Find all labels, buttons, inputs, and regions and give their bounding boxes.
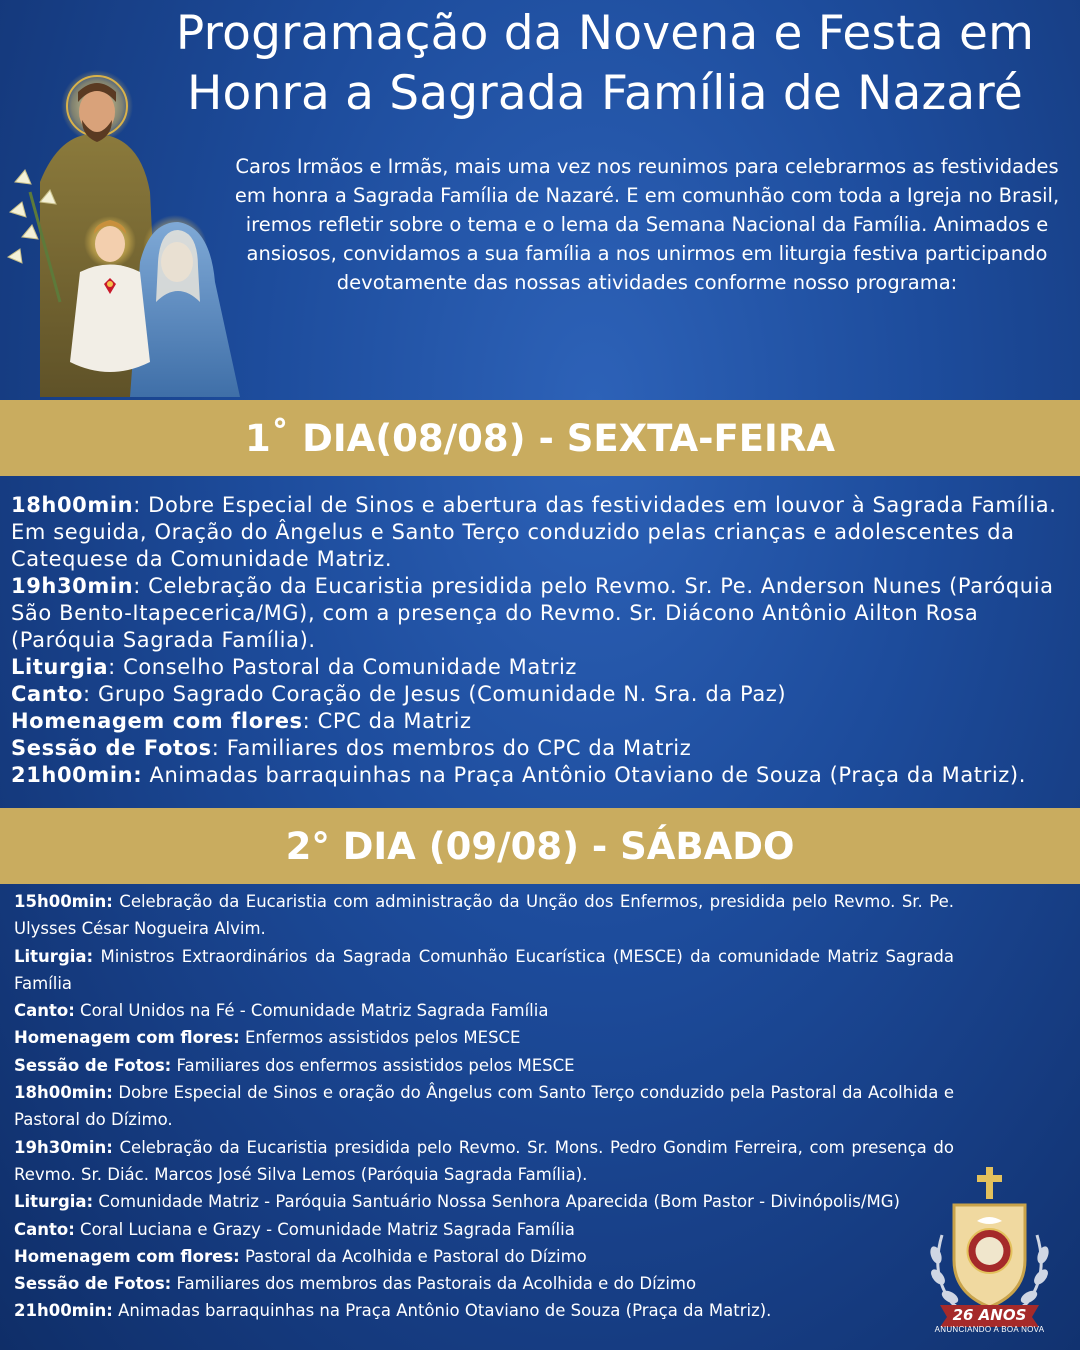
day2-heading-band bbox=[0, 808, 1080, 884]
schedule-item bbox=[11, 681, 1076, 708]
schedule-item-label: 21h00min: bbox=[11, 763, 143, 787]
schedule-item-text: Comunidade Matriz - Paróquia Santuário Nossa Senhora Aparecida (Bom Pastor - Divinópolis/MG) bbox=[93, 1192, 900, 1212]
schedule-item bbox=[11, 708, 1076, 735]
schedule-item bbox=[14, 1216, 954, 1243]
day2-schedule bbox=[14, 888, 954, 1325]
title-line-2: Honra a Sagrada Família de Nazaré bbox=[186, 66, 1023, 121]
schedule-item-text: Animadas barraquinhas na Praça Antônio Otaviano de Souza (Praça da Matriz). bbox=[142, 763, 1026, 787]
schedule-item-text: Familiares dos membros das Pastorais da Acolhida e do Dízimo bbox=[171, 1274, 697, 1294]
day1-heading-band bbox=[0, 400, 1080, 476]
title-line-1: Programação da Novena e Festa em bbox=[175, 6, 1035, 61]
schedule-item bbox=[14, 1024, 954, 1051]
day2-heading: 2° DIA (09/08) - SÁBADO bbox=[285, 824, 795, 868]
schedule-item-text: Pastoral da Acolhida e Pastoral do Dízimo bbox=[239, 1246, 587, 1266]
schedule-item-label: Sessão de Fotos: bbox=[14, 1274, 172, 1294]
schedule-item-label: 21h00min: bbox=[14, 1301, 113, 1321]
schedule-item-label: Canto: bbox=[14, 1001, 75, 1021]
schedule-item bbox=[14, 997, 954, 1024]
schedule-item-label: Homenagem com flores: bbox=[14, 1028, 240, 1048]
schedule-item-label: Sessão de Fotos bbox=[11, 736, 212, 760]
schedule-item-text: Dobre Especial de Sinos e oração do Ângelus com Santo Terço conduzido pela Pastoral da Acolhida e Pastoral do Dízimo. bbox=[14, 1083, 954, 1130]
schedule-item-text: : CPC da Matriz bbox=[302, 709, 472, 733]
schedule-item-label: Canto bbox=[11, 682, 83, 706]
schedule-item bbox=[14, 888, 954, 943]
schedule-item bbox=[14, 1297, 954, 1324]
schedule-item-text: Ministros Extraordinários da Sagrada Comunhão Eucarística (MESCE) da comunidade Matriz Sagrada Família bbox=[14, 946, 954, 993]
logo-tagline: ANUNCIANDO A BOA NOVA bbox=[934, 1325, 1045, 1334]
schedule-item-label: Liturgia bbox=[11, 655, 109, 679]
schedule-item-text: Celebração da Eucaristia presidida pelo Revmo. Sr. Mons. Pedro Gondim Ferreira, com presença do Revmo. Sr. Diác. Marcos José Silva Lemos (Paróquia Sagrada Família). bbox=[14, 1137, 954, 1184]
schedule-item-text: Enfermos assistidos pelos MESCE bbox=[239, 1028, 521, 1048]
schedule-item-text: Coral Unidos na Fé - Comunidade Matriz Sagrada Família bbox=[74, 1001, 549, 1021]
day1-schedule bbox=[11, 492, 1076, 789]
schedule-item-label: Canto: bbox=[14, 1219, 75, 1239]
schedule-item-label: Liturgia: bbox=[14, 946, 94, 966]
schedule-item-label: Homenagem com flores: bbox=[14, 1246, 240, 1266]
schedule-item-label: 15h00min: bbox=[14, 892, 113, 911]
schedule-item-text: : Grupo Sagrado Coração de Jesus (Comunidade N. Sra. da Paz) bbox=[83, 682, 787, 706]
schedule-item bbox=[14, 1052, 954, 1079]
schedule-item-text: Coral Luciana e Grazy - Comunidade Matriz Sagrada Família bbox=[74, 1219, 575, 1239]
day1-heading: 1˚ DIA(08/08) - SEXTA-FEIRA bbox=[245, 416, 835, 460]
schedule-item-label: 18h00min: bbox=[14, 1083, 113, 1103]
schedule-item bbox=[14, 1079, 954, 1134]
schedule-item-label: Liturgia: bbox=[14, 1192, 94, 1212]
schedule-item-text: Celebração da Eucaristia com administração da Unção dos Enfermos, presidida pelo Revmo. Sr. Pe. Ulysses César Nogueira Alvim. bbox=[14, 892, 954, 939]
schedule-item bbox=[14, 1188, 954, 1215]
intro-paragraph: Caros Irmãos e Irmãs, mais uma vez nos reunimos para celebrarmos as festividades em honra a Sagrada Família de Nazaré. E em comunhão com toda a Igreja no Brasil, iremos refletir sobre o tema e o lema da Semana Nacional da Família. Animados e ansiosos, convidamos a sua família a nos unirmos em liturgia festiva participando devotamente das nossas atividades conforme nosso programa: bbox=[234, 155, 1060, 294]
schedule-item-label: 18h00min bbox=[11, 493, 134, 517]
schedule-item-text: : Celebração da Eucaristia presidida pelo Revmo. Sr. Pe. Anderson Nunes (Paróquia São Bento-Itapecerica/MG), com a presença do Revmo. Sr. Diácono Antônio Ailton Rosa (Paróquia Sagrada Família). bbox=[11, 574, 1054, 652]
schedule-item bbox=[11, 654, 1076, 681]
schedule-item-text: : Dobre Especial de Sinos e abertura das festividades em louvor à Sagrada Família. Em seguida, Oração do Ângelus e Santo Terço conduzido pelas crianças e adolescentes da Catequese da Comunidade Matriz. bbox=[11, 493, 1057, 571]
schedule-item-label: Homenagem com flores bbox=[11, 709, 303, 733]
page-title bbox=[130, 4, 1080, 124]
schedule-item-label: 19h30min: bbox=[14, 1137, 113, 1157]
schedule-item-text: Familiares dos enfermos assistidos pelos MESCE bbox=[171, 1055, 575, 1075]
schedule-item bbox=[14, 1134, 954, 1189]
schedule-item bbox=[11, 762, 1076, 789]
schedule-item-label: Sessão de Fotos: bbox=[14, 1055, 172, 1075]
schedule-item bbox=[11, 492, 1076, 573]
schedule-item-text: : Familiares dos membros do CPC da Matriz bbox=[211, 736, 692, 760]
schedule-item-label: 19h30min bbox=[11, 574, 134, 598]
schedule-item bbox=[14, 1243, 954, 1270]
logo-years: 26 ANOS bbox=[952, 1306, 1027, 1324]
schedule-item-text: Animadas barraquinhas na Praça Antônio Otaviano de Souza (Praça da Matriz). bbox=[112, 1301, 772, 1321]
schedule-item bbox=[14, 1270, 954, 1297]
schedule-item bbox=[11, 735, 1076, 762]
schedule-item bbox=[14, 943, 954, 998]
holy-family-image bbox=[0, 62, 245, 397]
schedule-item bbox=[11, 573, 1076, 654]
schedule-item-text: : Conselho Pastoral da Comunidade Matriz bbox=[108, 655, 577, 679]
